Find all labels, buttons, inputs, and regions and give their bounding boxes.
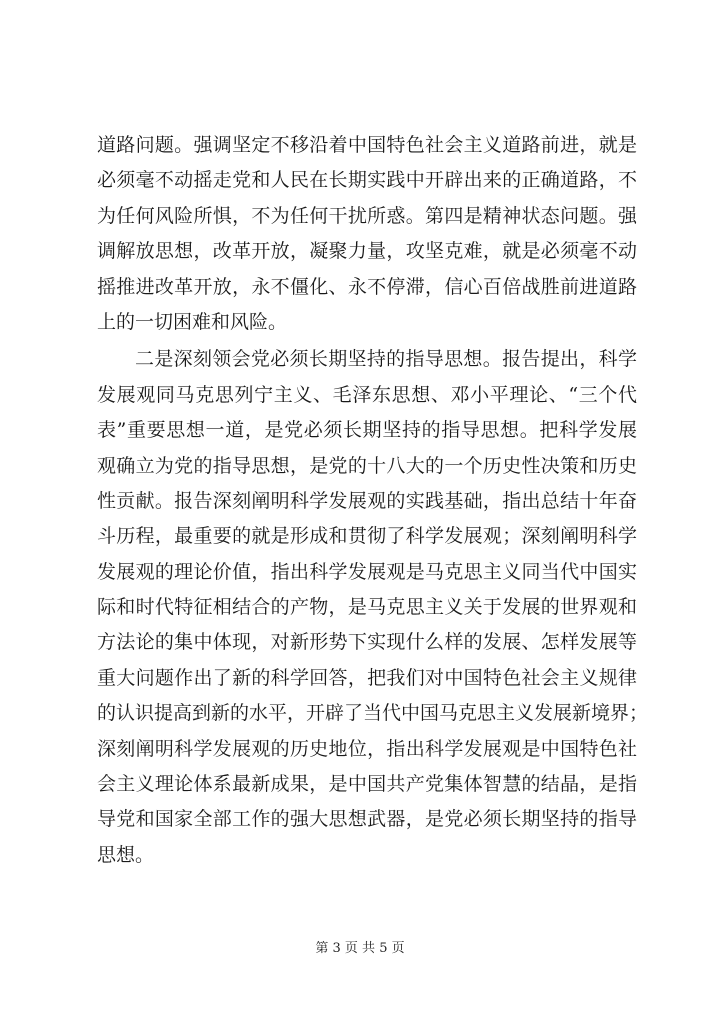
document-body	[97, 128, 649, 873]
text-line: 会主义理论体系最新成果，是中国共产党集体智慧的结晶，是指	[97, 773, 637, 796]
text-line: 际和时代特征相结合的产物，是马克思主义关于发展的世界观和	[97, 596, 637, 619]
text-line: 发展观的理论价值，指出科学发展观是马克思主义同当代中国实	[97, 560, 637, 583]
page-number-footer: 第 3 页 共 5 页	[315, 941, 405, 956]
text-line: 的认识提高到新的水平，开辟了当代中国马克思主义发展新境界；	[97, 702, 649, 725]
text-line: 观确立为党的指导思想，是党的十八大的一个历史性决策和历史	[97, 454, 637, 477]
paragraph-1	[97, 128, 637, 340]
text-line: 表”重要思想一道，是党必须长期坚持的指导思想。把科学发展	[97, 419, 637, 442]
text-line: 深刻阐明科学发展观的历史地位，指出科学发展观是中国特色社	[97, 737, 637, 760]
text-line: 调解放思想，改革开放，凝聚力量，攻坚克难，就是必须毫不动	[97, 240, 637, 263]
text-line: 必须毫不动摇走党和人民在长期实践中开辟出来的正确道路，不	[97, 169, 637, 192]
text-line: 斗历程，最重要的就是形成和贯彻了科学发展观；深刻阐明科学	[97, 525, 637, 548]
text-line: 道路问题。强调坚定不移沿着中国特色社会主义道路前进，就是	[97, 134, 637, 156]
paragraph-2	[97, 342, 649, 873]
text-line: 重大问题作出了新的科学回答，把我们对中国特色社会主义规律	[97, 666, 637, 689]
text-line: 性贡献。报告深刻阐明科学发展观的实践基础，指出总结十年奋	[97, 489, 637, 512]
text-line: 为任何风险所惧，不为任何干扰所惑。第四是精神状态问题。强	[97, 204, 637, 227]
text-line: 摇推进改革开放，永不僵化、永不停滞，信心百倍战胜前进道路	[97, 275, 637, 298]
text-line: 上的一切困难和风险。	[97, 310, 288, 333]
text-line: 导党和国家全部工作的强大思想武器，是党必须长期坚持的指导	[97, 808, 637, 831]
text-line: 方法论的集中体现，对新形势下实现什么样的发展、怎样发展等	[97, 631, 637, 654]
text-line: 二是深刻领会党必须长期坚持的指导思想。报告提出，科学	[135, 348, 637, 371]
text-line: 思想。	[97, 843, 155, 866]
text-line: 发展观同马克思列宁主义、毛泽东思想、邓小平理论、“三个代	[97, 383, 637, 406]
